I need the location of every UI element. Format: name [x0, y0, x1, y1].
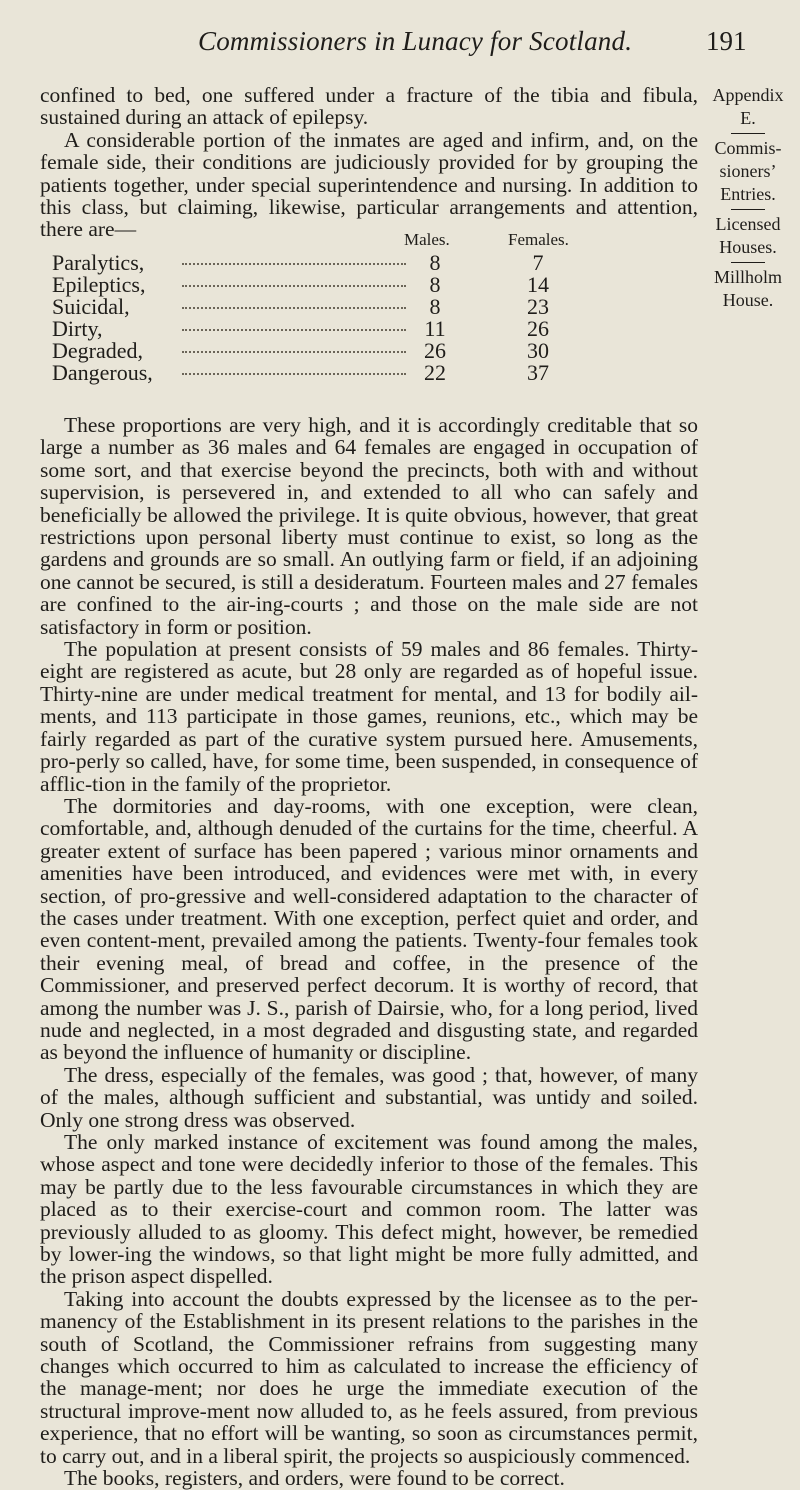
- leader-dots: [182, 351, 406, 353]
- table-row: [0, 316, 700, 341]
- paragraph: The dress, especially of the females, was good ; that, however, of many of the males, although sufficient and substantial, was untidy and soiled. Only one strong dress was observed.: [40, 1062, 698, 1132]
- margin-note-house: Millholm: [713, 267, 782, 287]
- paragraph: The only marked instance of excitement was found among the males, whose aspect and tone were decidedly inferior to those of the females. This may be partly due to the less favourable circumstances in which they are placed as to their exercise-court and common room. The latter was previously alluded to as gloomy. This defect might, however, be remedied by lower-ing the windows, so that light might be more fully admitted, and the prison aspect dispelled.: [40, 1130, 698, 1289]
- margin-note-line: Commis-: [714, 138, 782, 158]
- intro-text: [40, 84, 698, 241]
- row-label: Degraded,: [52, 338, 144, 363]
- running-head: [0, 26, 800, 66]
- margin-rule: [731, 262, 765, 263]
- males-count: 26: [424, 338, 446, 363]
- males-count: 8: [429, 272, 441, 297]
- males-count: 11: [424, 316, 446, 341]
- margin-note-line: sioners’: [719, 161, 777, 181]
- margin-note-line: Entries.: [720, 184, 776, 204]
- margin-note-section: Licensed: [715, 214, 781, 234]
- table-row: [0, 338, 700, 363]
- table-row: [0, 272, 700, 297]
- margin-note-section: Houses.: [719, 237, 777, 257]
- table-row: [0, 250, 700, 275]
- paragraph: These proportions are very high, and it is accordingly creditable that so large a number as 36 males and 64 females are engaged in occupation of some sort, and that exercise beyond the precincts, both with and without supervision, is persevered in, and extended to all who can safely and beneficially be allowed the privilege. It is quite obvious, however, that great restrictions upon personal liberty must continue to exist, so long as the gardens and grounds are so small. An outlying farm or field, if an adjoining one cannot be secured, is still a desideratum. Fourteen males and 27 females are confined to the air-ing-courts ; and those on the male side are not satisfactory in form or position.: [40, 413, 698, 639]
- leader-dots: [182, 285, 406, 287]
- females-count: 37: [527, 360, 549, 385]
- margin-note-appendix-label: Appendix: [712, 85, 784, 105]
- females-count: 7: [532, 250, 544, 275]
- running-title: Commissioners in Lunacy for Scotland.: [198, 26, 633, 56]
- paragraph: A considerable portion of the inmates are aged and infirm, and, on the female side, their conditions are judiciously provided for by grouping the patients together, under special superintendence and nursing. In addition to this class, but claiming, likewise, particular arrangements and attention, there are—: [40, 127, 698, 242]
- margin-rule: [731, 133, 765, 134]
- table-row: [0, 294, 700, 319]
- females-count: 23: [527, 294, 549, 319]
- males-count: 8: [429, 250, 441, 275]
- page-number: 191: [706, 26, 747, 56]
- margin-note-house: House.: [722, 290, 774, 310]
- paragraph: The population at present consists of 59 males and 86 females. Thirty-eight are registered as acute, but 28 only are regarded as of hopeful issue. Thirty-nine are under medical treatment for mental, and 13 for bodily ail-ments, and 113 participate in those games, reunions, etc., which may be fairly regarded as part of the curative system pursued here. Amusements, pro-perly so called, have, for some time, been suspended, in consequence of afflic-tion in the family of the proprietor.: [40, 637, 698, 796]
- row-label: Epileptics,: [52, 272, 146, 297]
- row-label: Dangerous,: [52, 360, 153, 385]
- paragraph: The books, registers, and orders, were found to be correct.: [64, 1466, 565, 1490]
- row-label: Suicidal,: [52, 294, 130, 319]
- females-count: 26: [527, 316, 549, 341]
- row-label: Paralytics,: [52, 250, 145, 275]
- paragraph: The dormitories and day-rooms, with one exception, were clean, comfortable, and, although denuded of the curtains for the time, cheerful. A greater extent of surface has been papered ; various minor ornaments and amenities have been introduced, and evidences were met with, in every section, of pro-gressive and well-considered adaptation to the character of the cases under treatment. With one exception, perfect quiet and order, and even content-ment, prevailed among the patients. Twenty-four females took their evening meal, of bread and coffee, in the presence of the Commissioner, and preserved perfect decorum. It is worthy of record, that among the number was J. S., parish of Dairsie, who, for a long period, lived nude and neglected, in a most degraded and disgusting state, and regarded as beyond the influence of humanity or discipline.: [40, 793, 698, 1065]
- column-header-males: Males.: [404, 230, 450, 249]
- paragraph: confined to bed, one suffered under a fracture of the tibia and fibula, sustained during an attack of epilepsy.: [40, 83, 698, 130]
- leader-dots: [182, 373, 406, 375]
- males-count: 22: [424, 360, 446, 385]
- leader-dots: [182, 307, 406, 309]
- females-count: 30: [527, 338, 549, 363]
- column-header-females: Females.: [508, 230, 569, 249]
- males-count: 8: [429, 294, 441, 319]
- females-count: 14: [527, 272, 549, 297]
- margin-note-appendix-letter: E.: [740, 108, 756, 128]
- margin-note-appendix: [700, 84, 796, 312]
- main-text: [40, 414, 698, 1490]
- leader-dots: [182, 329, 406, 331]
- paragraph: Taking into account the doubts expressed by the licensee as to the per-manency of the Establishment in its present relations to the parishes in the south of Scotland, the Commissioner refrains from suggesting many changes which occurred to him as calculated to increase the efficiency of the manage-ment; nor does he urge the immediate execution of the structural improve-ment now alluded to, as he feels assured, from previous experience, that no effort will be wanting, so soon as circumstances permit, to carry out, and in a liberal spirit, the projects so auspiciously commenced.: [40, 1286, 698, 1468]
- leader-dots: [182, 263, 406, 265]
- row-label: Dirty,: [52, 316, 103, 341]
- table-row: [0, 360, 700, 385]
- margin-rule: [731, 209, 765, 210]
